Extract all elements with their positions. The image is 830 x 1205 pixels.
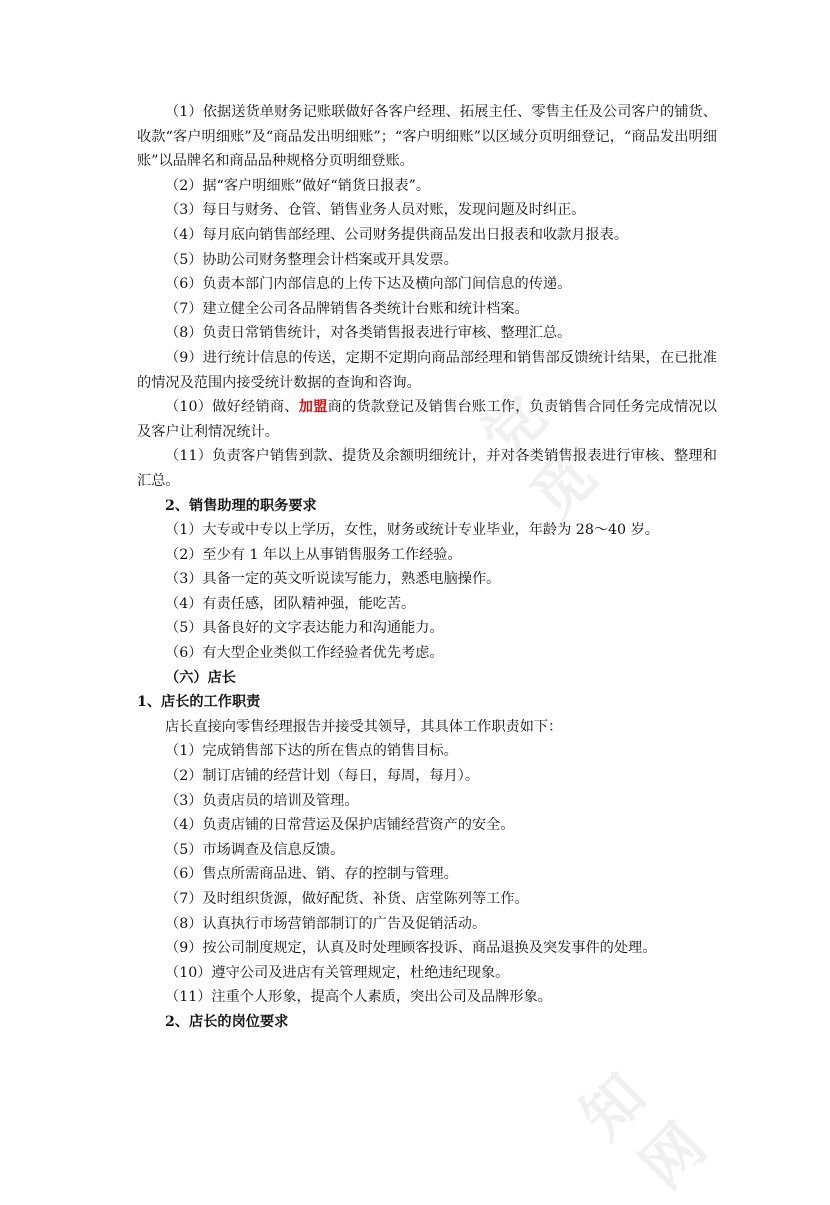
paragraph: （2）据“客户明细账”做好“销货日报表”。 xyxy=(165,177,431,194)
paragraph: （3）具备一定的英文听说读写能力，熟悉电脑操作。 xyxy=(165,571,501,588)
paragraph: （1）依据送货单财务记账联做好各客户经理、拓展主任、零售主任及公司客户的铺货、收款“客户明细账”及“商品发出明细账”；“客户明细账”以区域分页明细登记，“商品发出明细账”以品牌名和商品品种规格分页明细登账。 xyxy=(137,104,717,170)
paragraph: 店长直接向零售经理报告并接受其领导，其具体工作职责如下： xyxy=(165,718,563,735)
section-heading: 1、店长的工作职责 xyxy=(137,694,261,711)
watermark-char: 觅 xyxy=(517,440,610,533)
paragraph: （4）每月底向销售部经理、公司财务提供商品发出日报表和收款月报表。 xyxy=(165,226,629,243)
watermark-char: 党 xyxy=(467,380,560,473)
paragraph: （8）认真执行市场营销部制订的广告及促销活动。 xyxy=(165,915,487,932)
paragraph: （7）建立健全公司各品牌销售各类统计台账和统计档案。 xyxy=(165,300,529,317)
paragraph: （2）制订店铺的经营计划（每日，每周，每月）。 xyxy=(165,768,480,785)
watermark-char: 知 xyxy=(567,1060,660,1153)
section-heading: 2、店长的岗位要求 xyxy=(165,1013,289,1030)
paragraph: （3）负责店员的培训及管理。 xyxy=(165,792,359,809)
paragraph: （7）及时组织货源，做好配货、补货、店堂陈列等工作。 xyxy=(165,891,529,907)
paragraph: （3）每日与财务、仓管、销售业务人员对账，发现问题及时纠正。 xyxy=(165,202,586,219)
paragraph: （10）遵守公司及进店有关管理规定，杜绝违纪现象。 xyxy=(165,964,510,981)
paragraph: （9）按公司制度规定，认真及时处理顾客投诉、商品退换及突发事件的处理。 xyxy=(165,940,657,957)
paragraph: （5）市场调查及信息反馈。 xyxy=(165,841,345,858)
paragraph: （1）完成销售部下达的所在售点的销售目标。 xyxy=(165,743,458,760)
paragraph: （5）协助公司财务整理会计档案或开具发票。 xyxy=(165,251,458,268)
paragraph: （9）进行统计信息的传送，定期不定期向商品部经理和销售部反馈统计结果，在已批准的情况及范围内接受统计数据的查询和咨询。 xyxy=(137,349,717,391)
paragraph: （11）负责客户销售到款、提货及余额明细统计，并对各类销售报表进行审核、整理和汇总。 xyxy=(137,448,717,489)
section-heading: 2、销售助理的职务要求 xyxy=(165,497,317,514)
paragraph: （10）做好经销商、加盟商的货款登记及销售台账工作，负责销售合同任务完成情况以及客户让利情况统计。 xyxy=(137,399,717,440)
paragraph: （1）大专或中专以上学历，女性，财务或统计专业毕业，年龄为 28～40 岁。 xyxy=(165,522,659,539)
watermark-char: 网 xyxy=(627,1110,720,1203)
paragraph: （11）注重个人形象，提高个人素质，突出公司及品牌形象。 xyxy=(165,989,552,1006)
highlighted-term: 加盟 xyxy=(298,399,328,416)
section-heading: （六）店长 xyxy=(165,669,236,686)
paragraph: （6）有大型企业类似工作经验者优先考虑。 xyxy=(165,645,444,662)
document-body xyxy=(137,100,717,1035)
paragraph: （8）负责日常销售统计，对各类销售报表进行审核、整理汇总。 xyxy=(165,325,572,342)
paragraph: （4）有责任感，团队精神强，能吃苦。 xyxy=(165,595,416,612)
paragraph: （6）负责本部门内部信息的上传下达及横向部门间信息的传递。 xyxy=(165,276,572,293)
paragraph: （2）至少有 1 年以上从事销售服务工作经验。 xyxy=(165,546,462,563)
paragraph: （6）售点所需商品进、销、存的控制与管理。 xyxy=(165,866,458,883)
paragraph: （5）具备良好的文字表达能力和沟通能力。 xyxy=(165,620,444,637)
paragraph: （4）负责店铺的日常营运及保护店铺经营资产的安全。 xyxy=(165,817,515,834)
